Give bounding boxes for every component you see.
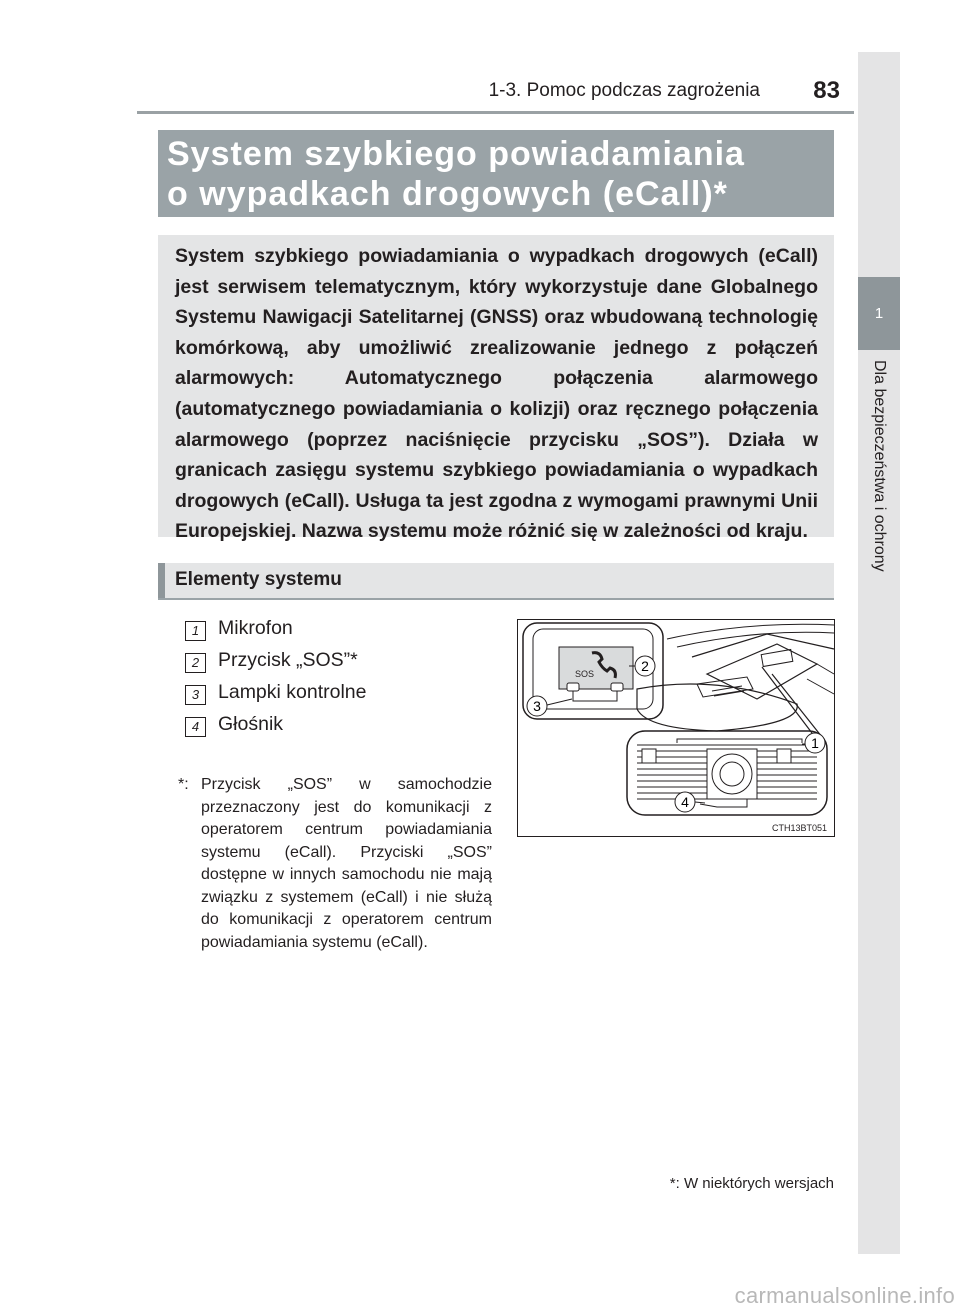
callout-2: 2 [641,658,649,674]
item-number: 4 [185,717,206,737]
section-heading-bar [158,563,165,599]
footnote: *: W niektórych wersjach [669,1175,834,1192]
chapter-title-vertical [858,360,900,620]
callout-1: 1 [811,735,819,751]
chapter-title-text: Dla bezpieczeństwa i ochrony [871,360,888,572]
section-rule [158,598,834,600]
watermark: carmanualsonline.info [734,1283,955,1308]
note-text: Przycisk „SOS” w samochodzie przeznaczony jest do komunikacji z operatorem centrum powiadamiania systemu (eCall). Przyciski „SOS” dostępne w innych samochodu nie mają związku z systemem (eCall) i nie służą do komunikacji z operatorem centrum powiadamiania systemu (eCall). [201,776,492,951]
item-label: Mikrofon [218,617,293,639]
callout-3: 3 [533,698,541,714]
page-title [167,134,745,214]
system-illustration [517,619,835,837]
illustration-svg [517,619,835,837]
figure-code: CTH13BT051 [771,823,827,833]
side-thumb-bar [858,52,900,1254]
intro-text: System szybkiego powiadamiania o wypadkach drogowych (eCall) jest serwisem telematycznym, który wykorzystuje dane Globalnego Systemu Nawigacji Satelitarnej (GNSS) oraz wbudowaną technologię komórkową, aby umożliwić zrealizowanie jednego z połączeń alarmowych: Automatycznego połączenia alarmowego (automatycznego powiadamiania o kolizji) oraz ręcznego połączenia alarmowego (poprzez naciśnięcie przycisku „SOS”). Działa w granicach zasięgu systemu szybkiego powiadamiania o wypadkach drogowych (eCall). Usługa ta jest zgodna z wymogami prawnymi Unii Europejskiej. Nazwa systemu może różnić się w zależności od kraju. [175,245,818,543]
running-head: 1-3. Pomoc podczas zagrożenia [488,80,760,101]
note-marker: *: [178,776,189,793]
item-number: 3 [185,685,206,705]
header-rule [137,111,854,114]
page-number: 83 [813,77,840,104]
page-title-line2: o wypadkach drogowych (eCall)* [167,175,728,213]
item-number: 1 [185,621,206,641]
item-label: Przycisk „SOS”* [218,649,358,671]
page-title-line1: System szybkiego powiadamiania [167,135,745,173]
item-label: Głośnik [218,713,284,735]
intro-box [158,235,834,543]
callout-4: 4 [681,794,689,810]
section-heading-box [158,563,834,599]
section-heading: Elementy systemu [175,569,342,590]
chapter-tab[interactable]: 1 [858,277,900,350]
page-title-box [158,130,834,217]
item-label: Lampki kontrolne [218,681,367,703]
sos-button-label: SOS [575,669,595,679]
item-number: 2 [185,653,206,673]
